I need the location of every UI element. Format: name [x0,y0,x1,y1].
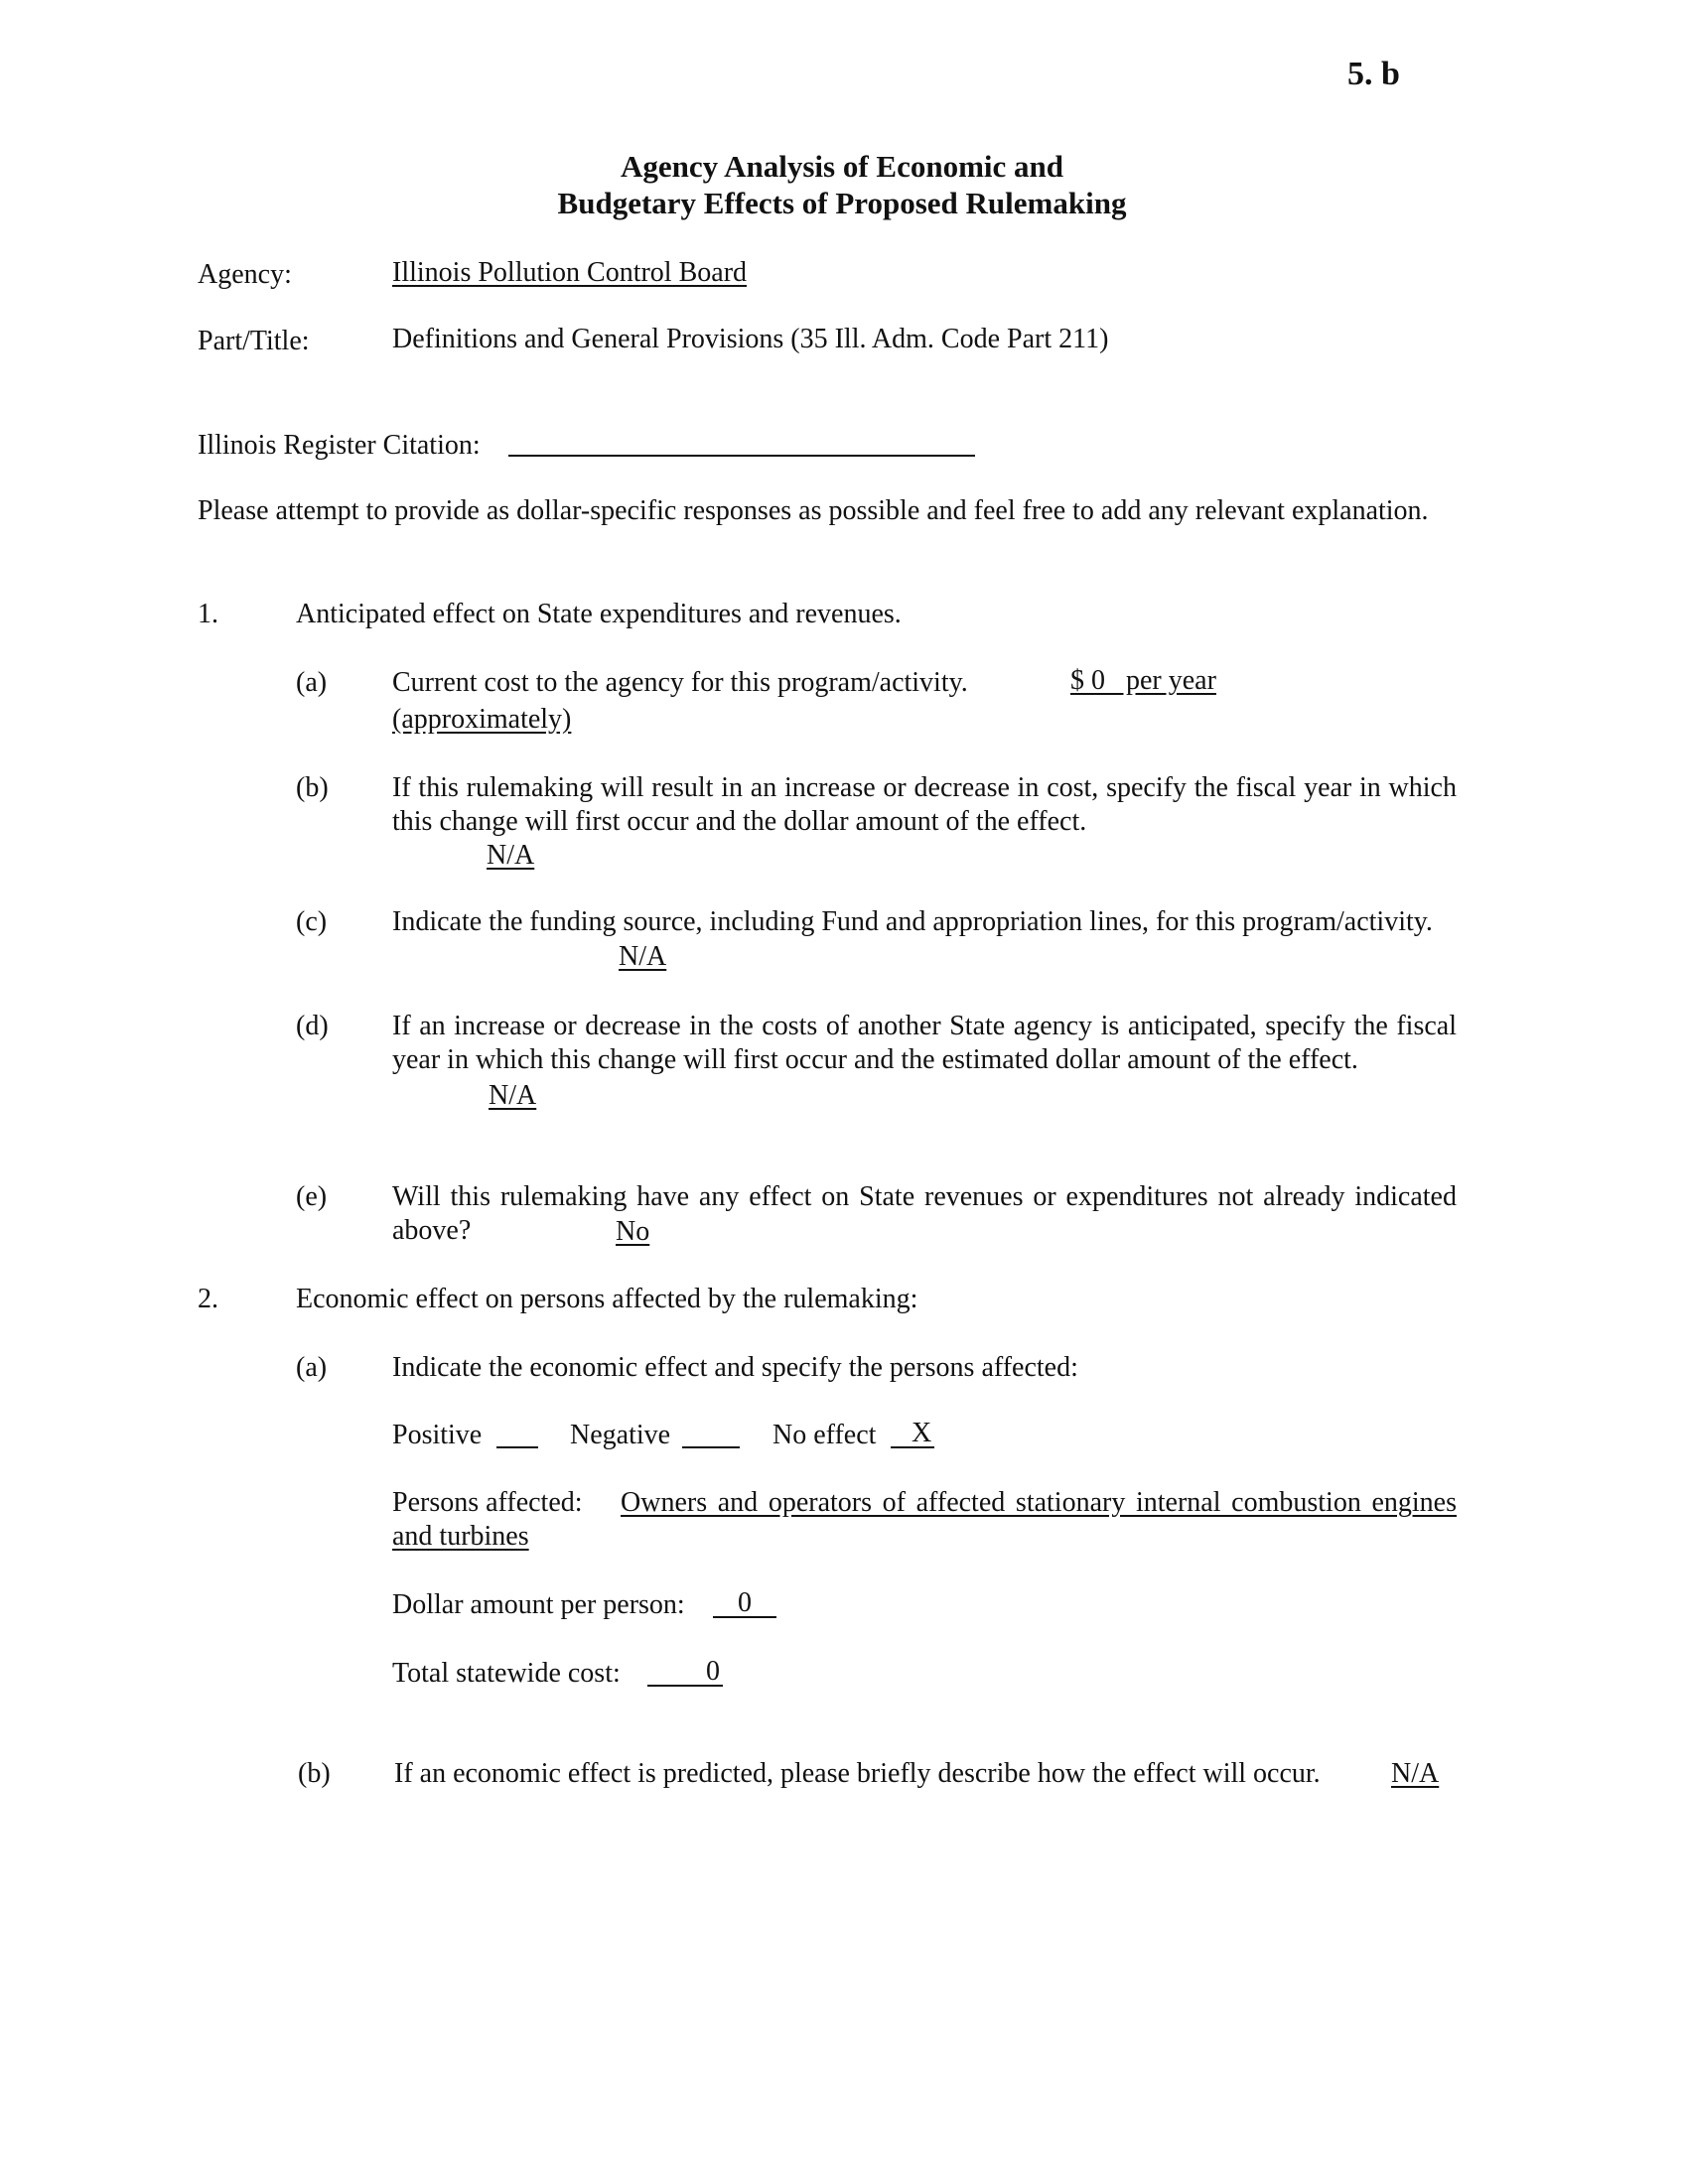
instructions: Please attempt to provide as dollar-specific responses as possible and feel free to add any relevant explanation. [198,495,1429,526]
section2-heading: Economic effect on persons affected by the rulemaking: [296,1284,918,1314]
negative-label: Negative [570,1420,671,1450]
register-citation-label: Illinois Register Citation: [198,430,481,461]
section1-number: 1. [198,599,218,629]
agency-label: Agency: [198,259,292,290]
item-1c-text: Indicate the funding source, including Fund and appropriation lines, for this program/activity. [392,906,1433,937]
dollar-per-person-label: Dollar amount per person: [392,1589,685,1620]
item-2b-letter: (b) [298,1758,331,1789]
section1-heading: Anticipated effect on State expenditures and revenues. [296,599,902,629]
item-1e-letter: (e) [296,1181,328,1212]
part-title-label: Part/Title: [198,326,310,356]
item-1e-answer: No [616,1216,650,1247]
item-2b-answer: N/A [1391,1758,1440,1789]
register-citation-blank [508,429,975,457]
item-1a-answer2: (approximately) [392,704,572,735]
item-1d-letter: (d) [296,1011,329,1041]
negative-blank [682,1421,740,1448]
part-title-value: Definitions and General Provisions (35 Ill. Adm. Code Part 211) [392,324,1109,354]
no-effect-mark: X [912,1418,932,1448]
item-1d-text: If an increase or decrease in the costs of another State agency is anticipated, specify the fiscal year in which this change will first occur and the estimated dollar amount of the effect. [392,1011,1457,1075]
item-2b-text: If an economic effect is predicted, please briefly describe how the effect will occur. [394,1758,1321,1789]
dollar-per-person-value: 0 [738,1587,752,1618]
persons-affected-label: Persons affected: [392,1487,583,1518]
item-2a-letter: (a) [296,1352,328,1383]
item-1b-letter: (b) [296,772,329,803]
item-1d-answer: N/A [489,1080,537,1111]
item-1c-letter: (c) [296,906,328,937]
positive-blank [496,1421,538,1448]
item-1b-answer: N/A [487,840,535,871]
total-statewide-cost-value: 0 [706,1656,720,1687]
document-title-line2: Budgetary Effects of Proposed Rulemaking [557,186,1127,220]
agency-value: Illinois Pollution Control Board [392,257,748,288]
section2-number: 2. [198,1284,218,1314]
page-label: 5. b [1347,56,1400,92]
item-1c-answer: N/A [619,941,667,972]
no-effect-label: No effect [772,1420,877,1450]
persons-affected-value: Owners and operators of affected stationary internal combustion engines and turbines [392,1487,1457,1552]
positive-label: Positive [392,1420,483,1450]
item-1e-text: Will this rulemaking have any effect on State revenues or expenditures not already indicated above? [392,1181,1457,1246]
total-statewide-cost-label: Total statewide cost: [392,1658,621,1689]
item-1a-answer: $ 0 per year [1070,665,1216,696]
item-2a-text: Indicate the economic effect and specify the persons affected: [392,1352,1078,1383]
item-1b-text: If this rulemaking will result in an increase or decrease in cost, specify the fiscal year in which this change will first occur and the dollar amount of the effect. [392,772,1457,837]
document-title-line1: Agency Analysis of Economic and [620,149,1064,184]
item-1a-text: Current cost to the agency for this program/activity. [392,667,968,698]
item-1a-letter: (a) [296,667,328,698]
